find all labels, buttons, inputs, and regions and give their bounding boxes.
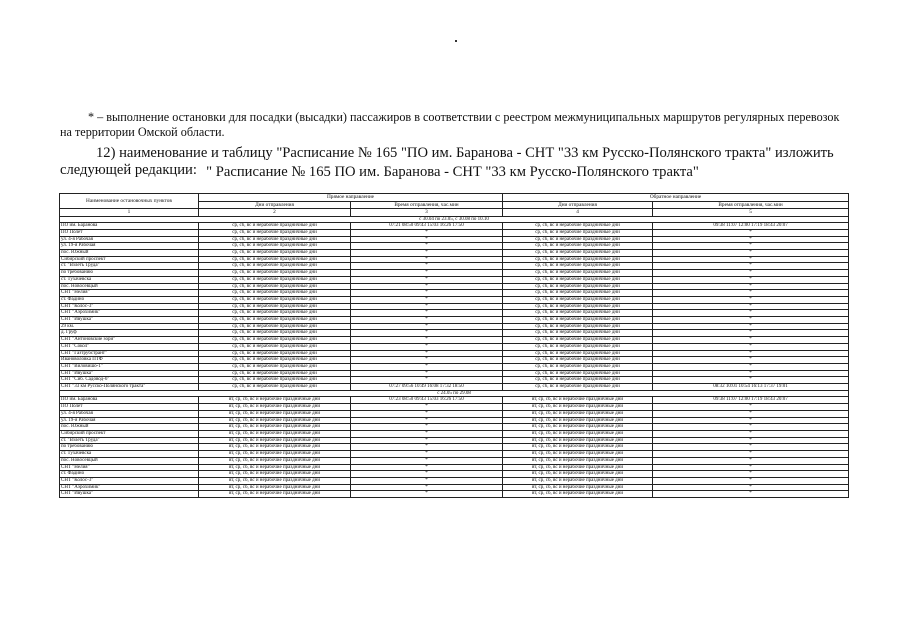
days-forward: ср, сб, вс и нерабочие праздничные дни xyxy=(199,343,351,350)
times-forward: * xyxy=(351,484,503,491)
days-backward: ср, сб, вс и нерабочие праздничные дни xyxy=(503,310,653,317)
stop-name: ст. Фадино xyxy=(60,296,199,303)
stop-name: СНТ "Аэрохимик" xyxy=(60,484,199,491)
footnote-paragraph: * – выполнение остановки для посадки (высадки) пассажиров в соответствии с реестром межмуниципальных маршрутов регулярных перевозок на территории Омской области. xyxy=(60,110,840,139)
times-backward: 08:32 10:01 10:54 16:13 17:37 19:01 xyxy=(653,384,849,391)
days-forward: вт, ср, сб, вс и нерабочие праздничные дни xyxy=(199,451,351,458)
table-row xyxy=(60,431,849,438)
table-row xyxy=(60,397,849,404)
days-backward: ср, сб, вс и нерабочие праздничные дни xyxy=(503,290,653,297)
stop-name: СНТ "Ивушка" xyxy=(60,317,199,324)
times-backward: * xyxy=(653,424,849,431)
times-backward: * xyxy=(653,417,849,424)
times-backward: * xyxy=(653,464,849,471)
table-row xyxy=(60,270,849,277)
table-row xyxy=(60,276,849,283)
times-backward: * xyxy=(653,477,849,484)
times-backward: * xyxy=(653,229,849,236)
schedule-title: " Расписание № 165 ПО им. Баранова - СНТ "33 км Русско-Полянского тракта" xyxy=(206,164,699,180)
times-forward: * xyxy=(351,296,503,303)
table-row xyxy=(60,370,849,377)
times-forward: * xyxy=(351,250,503,257)
days-backward: ср, сб, вс и нерабочие праздничные дни xyxy=(503,363,653,370)
table-row xyxy=(60,464,849,471)
table-row xyxy=(60,290,849,297)
days-forward: ср, сб, вс и нерабочие праздничные дни xyxy=(199,250,351,257)
days-forward: вт, ср, сб, вс и нерабочие праздничные дни xyxy=(199,444,351,451)
times-forward: * xyxy=(351,477,503,484)
column-number: 1 xyxy=(60,209,199,217)
times-forward: * xyxy=(351,410,503,417)
times-backward: * xyxy=(653,410,849,417)
forward-direction-header: Прямое направление xyxy=(199,194,503,202)
stop-name: СНТ "Сиб. Садовод-6" xyxy=(60,377,199,384)
table-row xyxy=(60,243,849,250)
amendment-item-paragraph: 12) наименование и таблицу "Расписание № 165 "ПО им. Баранова - СНТ "33 км Русско-Полянского тракта" изложить следующей редакции: xyxy=(60,144,834,178)
days-backward: ср, сб, вс и нерабочие праздничные дни xyxy=(503,350,653,357)
days-backward: ср, сб, вс и нерабочие праздничные дни xyxy=(503,317,653,324)
stop-name: ПО Полет xyxy=(60,404,199,411)
times-backward: * xyxy=(653,317,849,324)
days-backward: вт, ср, сб, вс и нерабочие праздничные дни xyxy=(503,437,653,444)
times-backward: * xyxy=(653,276,849,283)
table-row xyxy=(60,363,849,370)
days-forward: ср, сб, вс и нерабочие праздничные дни xyxy=(199,270,351,277)
times-forward: * xyxy=(351,229,503,236)
stop-name: ул. 19-я Рабочая xyxy=(60,243,199,250)
stop-name: ПО им. Баранова xyxy=(60,397,199,404)
times-backward: * xyxy=(653,270,849,277)
days-backward: ср, сб, вс и нерабочие праздничные дни xyxy=(503,357,653,364)
period-label: с 24.05 по 29.08 xyxy=(60,390,849,397)
days-forward: вт, ср, сб, вс и нерабочие праздничные дни xyxy=(199,417,351,424)
table-row xyxy=(60,350,849,357)
times-backward: * xyxy=(653,377,849,384)
days-forward: ср, сб, вс и нерабочие праздничные дни xyxy=(199,296,351,303)
column-number: 4 xyxy=(503,209,653,217)
table-row xyxy=(60,424,849,431)
days-forward: вт, ср, сб, вс и нерабочие праздничные дни xyxy=(199,431,351,438)
times-forward: * xyxy=(351,290,503,297)
stop-name: СНТ "Ивушка" xyxy=(60,491,199,498)
times-backward: * xyxy=(653,256,849,263)
times-forward: * xyxy=(351,337,503,344)
times-forward: * xyxy=(351,270,503,277)
times-forward: * xyxy=(351,256,503,263)
stop-name: ст. Тухачевска xyxy=(60,451,199,458)
days-forward: ср, сб, вс и нерабочие праздничные дни xyxy=(199,243,351,250)
table-row xyxy=(60,236,849,243)
days-forward: вт, ср, сб, вс и нерабочие праздничные дни xyxy=(199,404,351,411)
table-row xyxy=(60,250,849,257)
times-backward: * xyxy=(653,343,849,350)
times-forward: * xyxy=(351,236,503,243)
stop-name: СНТ "Ивушка" xyxy=(60,370,199,377)
days-forward: ср, сб, вс и нерабочие праздничные дни xyxy=(199,229,351,236)
days-forward: ср, сб, вс и нерабочие праздничные дни xyxy=(199,276,351,283)
stop-name: пос. Новосевцый xyxy=(60,283,199,290)
times-forward: * xyxy=(351,451,503,458)
times-forward: * xyxy=(351,457,503,464)
days-backward: ср, сб, вс и нерабочие праздничные дни xyxy=(503,276,653,283)
times-backward: * xyxy=(653,323,849,330)
times-forward: * xyxy=(351,323,503,330)
times-forward-header: Время отправления, час.мин xyxy=(351,201,503,209)
stop-name: пос. Южный xyxy=(60,250,199,257)
days-forward: вт, ср, сб, вс и нерабочие праздничные дни xyxy=(199,477,351,484)
days-forward: ср, сб, вс и нерабочие праздничные дни xyxy=(199,303,351,310)
stop-name: СНТ "Нелия" xyxy=(60,464,199,471)
days-forward: вт, ср, сб, вс и нерабочие праздничные дни xyxy=(199,464,351,471)
table-row xyxy=(60,451,849,458)
times-backward: * xyxy=(653,491,849,498)
stop-name: ст. Фадино xyxy=(60,471,199,478)
days-forward: ср, сб, вс и нерабочие праздничные дни xyxy=(199,370,351,377)
days-backward: ср, сб, вс и нерабочие праздничные дни xyxy=(503,377,653,384)
table-row xyxy=(60,263,849,270)
times-forward: * xyxy=(351,444,503,451)
times-backward: * xyxy=(653,444,849,451)
days-backward: вт, ср, сб, вс и нерабочие праздничные дни xyxy=(503,457,653,464)
table-row xyxy=(60,410,849,417)
days-backward: ср, сб, вс и нерабочие праздничные дни xyxy=(503,296,653,303)
table-row xyxy=(60,323,849,330)
stop-name: Сибирский проспект xyxy=(60,256,199,263)
table-row xyxy=(60,223,849,230)
times-forward: * xyxy=(351,310,503,317)
days-backward: вт, ср, сб, вс и нерабочие праздничные дни xyxy=(503,451,653,458)
times-forward: * xyxy=(351,417,503,424)
days-backward: вт, ср, сб, вс и нерабочие праздничные дни xyxy=(503,471,653,478)
days-backward: вт, ср, сб, вс и нерабочие праздничные дни xyxy=(503,464,653,471)
period-row xyxy=(60,216,849,223)
times-backward: * xyxy=(653,310,849,317)
stop-name: по требованию xyxy=(60,444,199,451)
days-forward: ср, сб, вс и нерабочие праздничные дни xyxy=(199,337,351,344)
days-backward: ср, сб, вс и нерабочие праздничные дни xyxy=(503,223,653,230)
stop-name: д. Груф xyxy=(60,330,199,337)
table-row xyxy=(60,330,849,337)
days-forward: ср, сб, вс и нерабочие праздничные дни xyxy=(199,384,351,391)
column-number: 2 xyxy=(199,209,351,217)
times-backward: * xyxy=(653,484,849,491)
days-forward: вт, ср, сб, вс и нерабочие праздничные дни xyxy=(199,471,351,478)
days-forward: вт, ср, сб, вс и нерабочие праздничные дни xyxy=(199,484,351,491)
times-forward: 07:23 08:50 09:43 15:03 16:26 17:50 xyxy=(351,397,503,404)
days-forward: ср, сб, вс и нерабочие праздничные дни xyxy=(199,310,351,317)
days-forward-header: Дни отправления xyxy=(199,201,351,209)
stops-column-header: Наименование остановочных пунктов xyxy=(60,194,199,209)
table-row xyxy=(60,477,849,484)
times-backward: * xyxy=(653,363,849,370)
table-row xyxy=(60,343,849,350)
days-backward: вт, ср, сб, вс и нерабочие праздничные дни xyxy=(503,424,653,431)
days-forward: вт, ср, сб, вс и нерабочие праздничные дни xyxy=(199,491,351,498)
period-row xyxy=(60,390,849,397)
times-forward: * xyxy=(351,243,503,250)
times-forward: * xyxy=(351,377,503,384)
stop-name: СНТ "Колос-3" xyxy=(60,477,199,484)
days-backward: вт, ср, сб, вс и нерабочие праздничные дни xyxy=(503,477,653,484)
days-forward: вт, ср, сб, вс и нерабочие праздничные дни xyxy=(199,410,351,417)
times-forward: * xyxy=(351,350,503,357)
table-row xyxy=(60,296,849,303)
times-backward: * xyxy=(653,451,849,458)
stop-name: 29 км. xyxy=(60,323,199,330)
days-backward: вт, ср, сб, вс и нерабочие праздничные дни xyxy=(503,491,653,498)
scan-speck xyxy=(455,40,457,42)
stop-name: ПО им. Баранова xyxy=(60,223,199,230)
days-forward: ср, сб, вс и нерабочие праздничные дни xyxy=(199,317,351,324)
table-row xyxy=(60,229,849,236)
days-forward: ср, сб, вс и нерабочие праздничные дни xyxy=(199,263,351,270)
days-backward: вт, ср, сб, вс и нерабочие праздничные дни xyxy=(503,404,653,411)
days-forward: ср, сб, вс и нерабочие праздничные дни xyxy=(199,363,351,370)
stop-name: ул. 4-я Рабочая xyxy=(60,236,199,243)
days-forward: вт, ср, сб, вс и нерабочие праздничные дни xyxy=(199,397,351,404)
days-forward: вт, ср, сб, вс и нерабочие праздничные дни xyxy=(199,437,351,444)
stop-name: СНТ "Сокол" xyxy=(60,343,199,350)
times-forward: * xyxy=(351,437,503,444)
times-forward: * xyxy=(351,471,503,478)
times-forward: * xyxy=(351,330,503,337)
times-backward: * xyxy=(653,437,849,444)
days-forward: ср, сб, вс и нерабочие праздничные дни xyxy=(199,236,351,243)
days-backward: вт, ср, сб, вс и нерабочие праздничные дни xyxy=(503,431,653,438)
days-backward: вт, ср, сб, вс и нерабочие праздничные дни xyxy=(503,410,653,417)
stop-name: СНТ "Виловишо-1" xyxy=(60,363,199,370)
stop-name: по требованию xyxy=(60,270,199,277)
times-forward: * xyxy=(351,363,503,370)
stop-name: ул. 4-я Рабочая xyxy=(60,410,199,417)
times-backward: * xyxy=(653,296,849,303)
stop-name: Сибирский проспект xyxy=(60,431,199,438)
column-number: 3 xyxy=(351,209,503,217)
stop-name: ст. Тухачевска xyxy=(60,276,199,283)
table-row xyxy=(60,404,849,411)
times-forward: * xyxy=(351,431,503,438)
times-forward: * xyxy=(351,343,503,350)
days-backward: ср, сб, вс и нерабочие праздничные дни xyxy=(503,343,653,350)
times-forward: * xyxy=(351,491,503,498)
stop-name: СНТ "Газтрубстрант" xyxy=(60,350,199,357)
stop-name: пос. Новосевцый xyxy=(60,457,199,464)
days-backward: вт, ср, сб, вс и нерабочие праздничные дни xyxy=(503,397,653,404)
table-row xyxy=(60,484,849,491)
times-backward: * xyxy=(653,303,849,310)
stop-name: ст. "Взлеть Труда" xyxy=(60,437,199,444)
table-row xyxy=(60,417,849,424)
days-backward: ср, сб, вс и нерабочие праздничные дни xyxy=(503,236,653,243)
days-backward-header: Дни отправления xyxy=(503,201,653,209)
days-forward: ср, сб, вс и нерабочие праздничные дни xyxy=(199,256,351,263)
days-backward: ср, сб, вс и нерабочие праздничные дни xyxy=(503,303,653,310)
stop-name: Ивановоловка ПТФ xyxy=(60,357,199,364)
stop-name: СНТ "Антоновские зори" xyxy=(60,337,199,344)
days-backward: вт, ср, сб, вс и нерабочие праздничные дни xyxy=(503,444,653,451)
days-backward: ср, сб, вс и нерабочие праздничные дни xyxy=(503,283,653,290)
days-backward: вт, ср, сб, вс и нерабочие праздничные дни xyxy=(503,417,653,424)
table-row xyxy=(60,283,849,290)
times-backward: * xyxy=(653,283,849,290)
schedule-table xyxy=(59,193,849,498)
days-backward: вт, ср, сб, вс и нерабочие праздничные дни xyxy=(503,484,653,491)
days-backward: ср, сб, вс и нерабочие праздничные дни xyxy=(503,250,653,257)
times-forward: * xyxy=(351,464,503,471)
table-row xyxy=(60,303,849,310)
stop-name: СНТ "Аэрохимик" xyxy=(60,310,199,317)
times-backward: * xyxy=(653,290,849,297)
table-row xyxy=(60,317,849,324)
period-label: с 30.04 по 23.05, с 30.08 по 10.10 xyxy=(60,216,849,223)
days-forward: ср, сб, вс и нерабочие праздничные дни xyxy=(199,323,351,330)
stop-name: СНТ "33 км Русско-Полянского тракта" xyxy=(60,384,199,391)
table-row xyxy=(60,384,849,391)
days-forward: ср, сб, вс и нерабочие праздничные дни xyxy=(199,350,351,357)
days-forward: вт, ср, сб, вс и нерабочие праздничные дни xyxy=(199,424,351,431)
table-row xyxy=(60,457,849,464)
days-forward: ср, сб, вс и нерабочие праздничные дни xyxy=(199,330,351,337)
days-backward: ср, сб, вс и нерабочие праздничные дни xyxy=(503,229,653,236)
times-backward: * xyxy=(653,357,849,364)
days-backward: ср, сб, вс и нерабочие праздничные дни xyxy=(503,384,653,391)
days-backward: ср, сб, вс и нерабочие праздничные дни xyxy=(503,323,653,330)
stop-name: ПО Полет xyxy=(60,229,199,236)
times-backward: 09:38 11:07 12:00 17:19 18:43 20:07 xyxy=(653,223,849,230)
times-forward: * xyxy=(351,424,503,431)
times-backward: 09:38 11:07 12:00 17:19 18:43 20:07 xyxy=(653,397,849,404)
times-forward: 07:27 09:56 10:49 16:08 17:32 18:50 xyxy=(351,384,503,391)
stop-name: СНТ "Колос-3" xyxy=(60,303,199,310)
times-backward: * xyxy=(653,370,849,377)
times-backward: * xyxy=(653,404,849,411)
table-row xyxy=(60,337,849,344)
table-row xyxy=(60,491,849,498)
times-backward: * xyxy=(653,337,849,344)
times-backward-header: Время отправления, час.мин xyxy=(653,201,849,209)
times-forward: * xyxy=(351,283,503,290)
times-forward: * xyxy=(351,263,503,270)
column-number: 5 xyxy=(653,209,849,217)
table-row xyxy=(60,471,849,478)
backward-direction-header: Обратное направление xyxy=(503,194,849,202)
days-backward: ср, сб, вс и нерабочие праздничные дни xyxy=(503,243,653,250)
times-forward: 07:21 08:50 09:43 15:03 16:26 17:50 xyxy=(351,223,503,230)
days-backward: ср, сб, вс и нерабочие праздничные дни xyxy=(503,370,653,377)
stop-name: ул. 19-я Рабочая xyxy=(60,417,199,424)
times-backward: * xyxy=(653,350,849,357)
table-row xyxy=(60,256,849,263)
stop-name: СНТ "Нелия" xyxy=(60,290,199,297)
table-row xyxy=(60,444,849,451)
times-forward: * xyxy=(351,357,503,364)
days-backward: ср, сб, вс и нерабочие праздничные дни xyxy=(503,270,653,277)
times-backward: * xyxy=(653,471,849,478)
days-forward: ср, сб, вс и нерабочие праздничные дни xyxy=(199,283,351,290)
times-forward: * xyxy=(351,404,503,411)
days-forward: вт, ср, сб, вс и нерабочие праздничные дни xyxy=(199,457,351,464)
times-forward: * xyxy=(351,317,503,324)
times-backward: * xyxy=(653,243,849,250)
table-row xyxy=(60,377,849,384)
table-row xyxy=(60,437,849,444)
days-backward: ср, сб, вс и нерабочие праздничные дни xyxy=(503,256,653,263)
times-backward: * xyxy=(653,431,849,438)
table-row xyxy=(60,357,849,364)
times-backward: * xyxy=(653,263,849,270)
times-backward: * xyxy=(653,236,849,243)
days-backward: ср, сб, вс и нерабочие праздничные дни xyxy=(503,337,653,344)
days-backward: ср, сб, вс и нерабочие праздничные дни xyxy=(503,330,653,337)
days-forward: ср, сб, вс и нерабочие праздничные дни xyxy=(199,290,351,297)
days-backward: ср, сб, вс и нерабочие праздничные дни xyxy=(503,263,653,270)
days-forward: ср, сб, вс и нерабочие праздничные дни xyxy=(199,223,351,230)
times-backward: * xyxy=(653,330,849,337)
times-backward: * xyxy=(653,457,849,464)
stop-name: ст. "Взлеть Труда" xyxy=(60,263,199,270)
stop-name: пос. Южный xyxy=(60,424,199,431)
days-forward: ср, сб, вс и нерабочие праздничные дни xyxy=(199,377,351,384)
days-forward: ср, сб, вс и нерабочие праздничные дни xyxy=(199,357,351,364)
times-forward: * xyxy=(351,276,503,283)
table-row xyxy=(60,310,849,317)
times-forward: * xyxy=(351,303,503,310)
times-forward: * xyxy=(351,370,503,377)
times-backward: * xyxy=(653,250,849,257)
